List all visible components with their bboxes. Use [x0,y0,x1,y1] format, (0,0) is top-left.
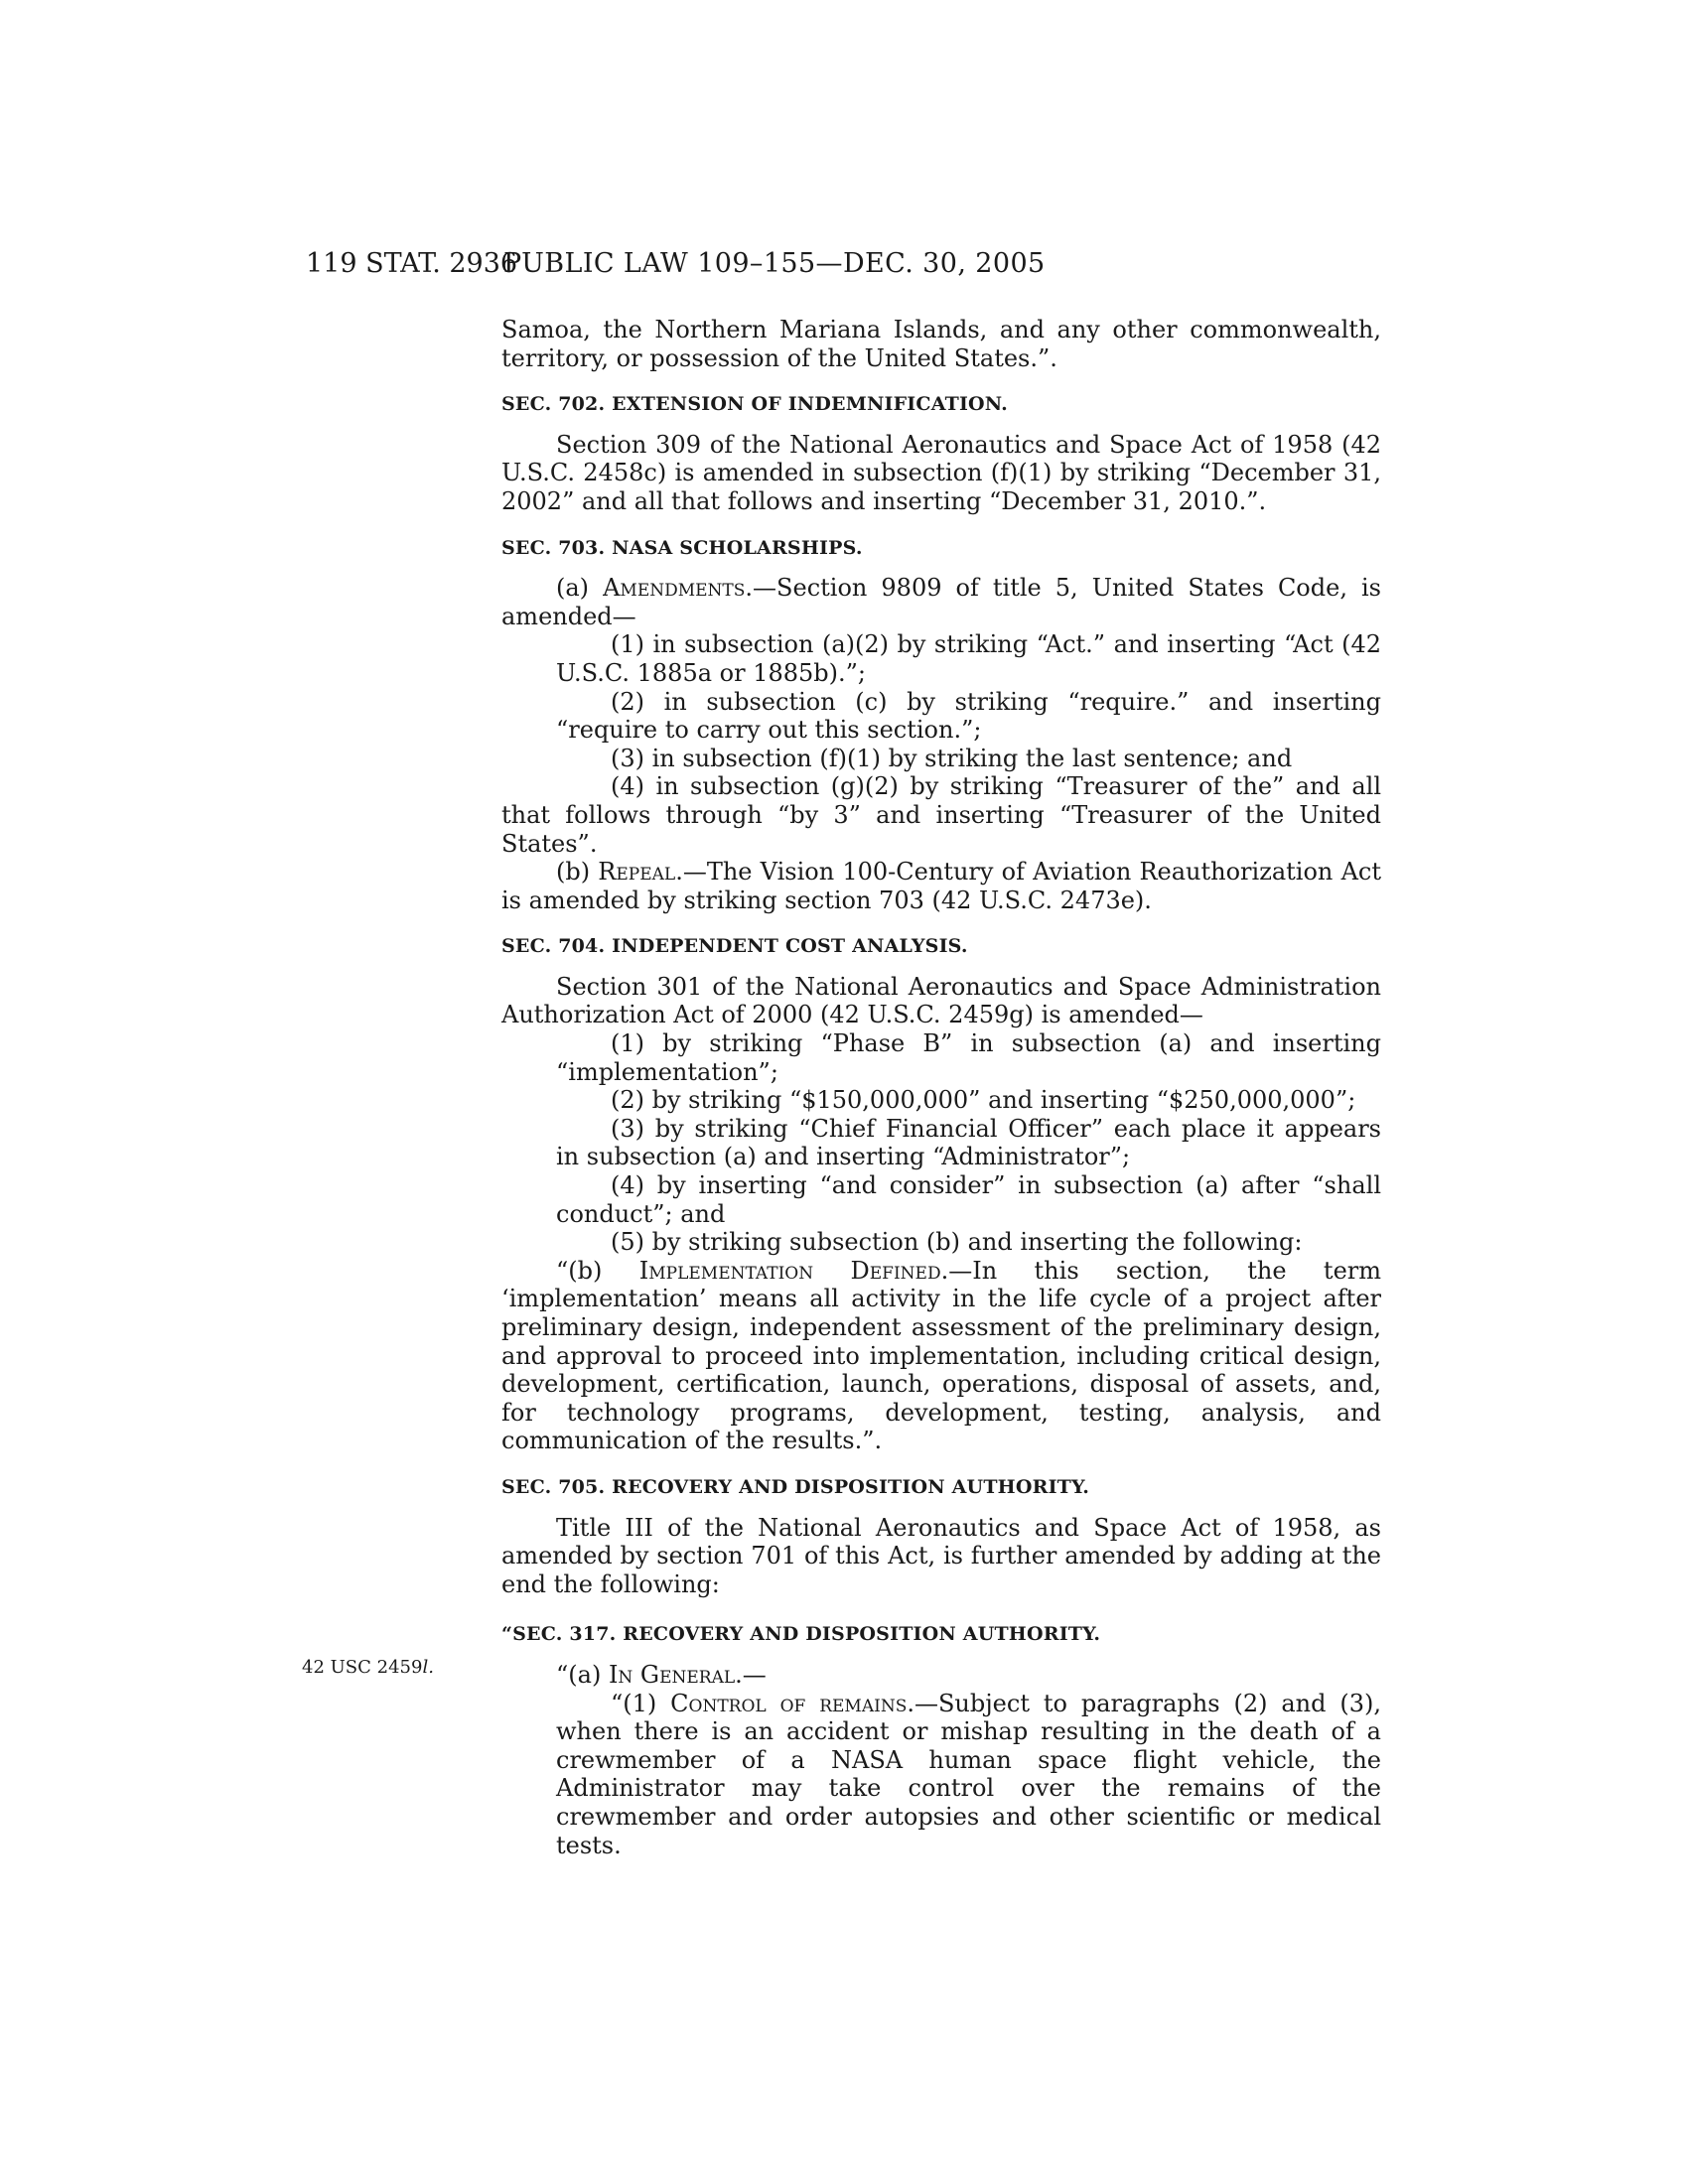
s317-1-lead: “(1) [611,1689,671,1717]
s703-b-heading: Repeal [598,858,676,887]
section-704-para-3 [501,1115,1381,1171]
s703-2-text: (2) in subsection (c) by striking “require.” and inserting “require to carry out this section.”; [556,687,1381,745]
s703-b-lead: (b) [556,858,599,887]
section-704-heading: SEC. 704. INDEPENDENT COST ANALYSIS. [501,935,968,958]
margin-note [302,1657,434,1678]
section-703-b [501,858,1381,914]
s317-a-lead: “(a) [556,1660,609,1689]
s704-1-text: (1) by striking “Phase B” in subsection (a) and inserting “implementation”; [556,1029,1381,1086]
section-703-a [501,574,1381,630]
section-702-heading: SEC. 702. EXTENSION OF INDEMNIFICATION. [501,393,1008,416]
section-705-heading: SEC. 705. RECOVERY AND DISPOSITION AUTHORITY. [501,1475,1090,1498]
s703-a-heading: Amendments [603,574,746,603]
s703-a-lead: (a) [556,574,604,603]
s704-5-text: (5) by striking subsection (b) and inserting the following: [611,1228,1303,1257]
section-705-text: Title III of the National Aeronautics and Space Act of 1958, as amended by section 701 of this Act, is further amended by adding at the end the following: [501,1513,1381,1598]
s317-1-heading: Control of remains [670,1689,908,1717]
section-703-para-1 [501,630,1381,687]
continuation-paragraph: Samoa, the Northern Mariana Islands, and any other commonwealth, territory, or possession of the United States.”. [501,316,1381,372]
s703-3-text: (3) in subsection (f)(1) by striking the last sentence; and [611,744,1293,772]
s703-1-text: (1) in subsection (a)(2) by striking “Act.” and inserting “Act (42 U.S.C. 1885a or 1885b).”; [556,630,1381,687]
s703-b-text: .—The Vision 100-Century of Aviation Reauthorization Act is amended by striking section 703 (42 U.S.C. 2473e). [501,858,1381,914]
section-704-para-5 [501,1228,1381,1257]
section-317-para-1 [501,1690,1381,1860]
running-head: PUBLIC LAW 109–155—DEC. 30, 2005 [503,248,1046,279]
s704-2-text: (2) by striking “$150,000,000” and inserting “$250,000,000”; [611,1086,1356,1115]
section-704-para-1 [501,1029,1381,1086]
section-704-inserted-b [501,1257,1381,1455]
s317-1-text: .—Subject to paragraphs (2) and (3), when there is an accident or mishap resulting in the death of a crewmember of a NASA human space flight vehicle, the Administrator may take control over the remains of the crewmember and order autopsies and other scientific or medical tests. [556,1689,1381,1859]
s704-b-text: .—In this section, the term ‘implementation’ means all activity in the life cycle of a project after preliminary design, independent assessment of the preliminary design, and approval to proceed into implementation, including critical design, development, certification, launch, operations, disposal of assets, and, for technology programs, development, testing, analysis, and communication of the results.”. [501,1256,1382,1455]
margin-note-prefix: 42 USC 2459 [302,1657,423,1678]
section-703-para-4: (4) in subsection (g)(2) by striking “Treasurer of the” and all that follows through “by 3” and inserting “Treasurer of the United States”. [501,772,1381,858]
s317-a-text: .— [735,1660,767,1689]
section-704-para-4 [501,1171,1381,1228]
margin-note-suffix: l. [422,1657,434,1678]
section-703-heading: SEC. 703. NASA SCHOLARSHIPS. [501,536,863,559]
s704-3-text: (3) by striking “Chief Financial Officer” each place it appears in subsection (a) and inserting “Administrator”; [556,1114,1381,1171]
s703-a-text: .—Section 9809 of title 5, United States Code, is amended— [501,574,1381,630]
section-317-a [501,1661,1381,1690]
section-703-para-2 [501,688,1381,745]
section-703-para-3 [501,745,1381,773]
stat-page-number: 119 STAT. 2936 [306,248,518,279]
s704-b-heading: Implementation Defined [638,1256,941,1285]
s317-a-heading: In General [608,1660,736,1689]
page-header [0,248,1688,288]
section-704-text: Section 301 of the National Aeronautics and Space Administration Authorization Act of 2000 (42 U.S.C. 2459g) is amended— [501,972,1381,1029]
section-317-heading: “SEC. 317. RECOVERY AND DISPOSITION AUTHORITY. [501,1623,1101,1646]
page-body [501,316,1381,1859]
s704-b-lead: “(b) [556,1256,639,1285]
section-704-para-2 [501,1086,1381,1115]
section-702-text: Section 309 of the National Aeronautics and Space Act of 1958 (42 U.S.C. 2458c) is amended in subsection (f)(1) by striking “December 31, 2002” and all that follows and inserting “December 31, 2010.”. [501,430,1381,515]
s704-4-text: (4) by inserting “and consider” in subsection (a) after “shall conduct”; and [556,1171,1381,1228]
